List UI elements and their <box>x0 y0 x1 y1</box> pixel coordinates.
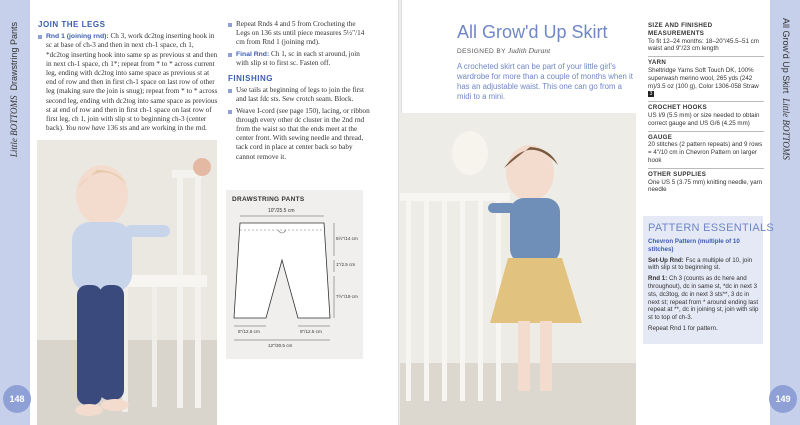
spec-heading-hooks: CROCHET HOOKS <box>648 101 764 112</box>
toddler-skirt-illustration <box>400 113 636 425</box>
repeat-note: Repeat Rnd 1 for pattern. <box>648 324 718 332</box>
spec-body-supplies: One US 5 (3.75 mm) knitting needle, yarn needle <box>648 178 763 194</box>
join-legs-instructions <box>38 32 218 133</box>
drawstring-pants-diagram <box>226 190 363 359</box>
dim-cuff-left: 5"/12.5 cm <box>238 329 260 334</box>
section-label: Little BOTTOMS <box>9 95 19 158</box>
section-label: Little BOTTOMS <box>781 98 791 160</box>
setup-rnd-label: Set-Up Rnd: <box>648 256 684 264</box>
left-column-1 <box>38 20 218 135</box>
spec-heading-yarn: YARN <box>648 56 764 67</box>
pattern-essentials-body <box>648 238 760 333</box>
rnd-body: Ch 3, work dc2tog inserting hook in sc at base of ch-3 and then in next ch-1 space, ch 1, *dc2tog inserting hook into same sp as previous st and then in next ch-1 space, ch 1*; repeat from * to * across current leg, ending with dc2tog into same space as previous st at end of row and then in first ch-1 space on last row of other leg (making sure the join is snug); repeat from * to * across second leg, ending with dc2tog into same space as previous st at end of row and then in first ch-1 space on last row of first leg, ch 1, join with slip st to beginning ch-3 (center back). <box>46 32 218 133</box>
designer-name: Judith Durant <box>507 46 551 55</box>
dim-cuff-right: 5"/12.5 cm <box>300 329 322 334</box>
designed-by-label: DESIGNED BY <box>457 48 506 55</box>
final-rnd-instruction <box>228 50 370 68</box>
dim-length-3: 7½"/19 cm <box>336 294 358 299</box>
pattern-title: All Grow'd Up Skirt <box>457 22 608 42</box>
join-legs-heading: JOIN THE LEGS <box>38 20 106 29</box>
yarn-text: Sheltridge Yarns Soft Touch DK, 100% superwash merino wool, 265 yds (242 m)/3.5 oz (100 g), Color 1306-058 Straw <box>648 66 759 90</box>
right-side-label <box>781 18 791 160</box>
rnd-italic: You now have <box>63 124 106 133</box>
page-number-right: 149 <box>769 385 797 413</box>
final-rnd-label: Final Rnd: <box>236 50 270 58</box>
spec-heading-gauge: GAUGE <box>648 131 764 142</box>
rnd-1 <box>648 275 760 322</box>
spec-heading-size: SIZE AND FINISHED MEASUREMENTS <box>648 22 713 37</box>
chapter-label: All Grow'd Up Skirt <box>781 18 791 94</box>
pattern-specs <box>648 22 764 194</box>
skirt-photo <box>400 113 636 425</box>
designer-credit <box>457 46 550 55</box>
finishing-item: Use tails at beginning of legs to join the first and last fdc sts. Sew crotch seam. Block. <box>228 86 370 104</box>
setup-rnd-body: Fsc a multiple of 10, join with slip st to beginning st. <box>648 256 753 272</box>
left-column-2 <box>228 20 370 164</box>
spec-body-gauge: 20 stitches (2 pattern repeats) and 9 rows = 4"/10 cm in Chevron Pattern on larger hook <box>648 141 763 164</box>
dim-length-2: 1"/2.5 cm <box>336 262 356 267</box>
pattern-essentials-title: PATTERN ESSENTIALS <box>648 222 775 234</box>
diagram-title: DRAWSTRING PANTS <box>232 196 305 203</box>
dim-bottom: 12"/30.5 cm <box>268 343 293 348</box>
chapter-label: Drawstring Pants <box>9 22 19 91</box>
rnd-1-label: Rnd 1: <box>648 275 668 283</box>
dim-waist: 10"/25.5 cm <box>268 208 295 214</box>
spec-body-size: To fit 12–24 months: 18–20"/45.5–51 cm waist and 9"/23 cm length <box>648 37 759 53</box>
finishing-item: Weave I-cord (see page 150), lacing, or ribbon through every other dc cluster in the 2nd rnd from the waist so that the ends meet at the center front. With sewing needle and thread, tack cord in place at center back so baby cannot remove it. <box>228 107 370 162</box>
finishing-heading: FINISHING <box>228 74 273 84</box>
final-rnd-body: Ch 1, sc in each st around, join with slip st to first sc. Fasten off. <box>236 49 360 67</box>
rnd-tail: 136 sts and are working in the rnd. <box>105 124 207 133</box>
dim-length-1: 5½"/14 cm <box>336 236 358 241</box>
baby-pants-illustration <box>37 140 217 425</box>
rnd-label: Rnd 1 (joining rnd): <box>46 33 109 41</box>
page-number-left: 148 <box>3 385 31 413</box>
setup-rnd <box>648 257 760 273</box>
spec-body-yarn <box>648 67 764 98</box>
baby-pants-photo <box>37 140 217 425</box>
left-side-label <box>9 22 19 157</box>
yarn-weight-badge: 3 <box>649 90 653 97</box>
pattern-intro: A crocheted skirt can be part of your little girl's wardrobe for more than a couple of months when it has an adjustable waist. This one can go from a midi to a mini. <box>457 62 633 101</box>
rnd-1-body: Ch 3 (counts as dc here and throughout), dc in same st, *dc in next 3 sts, dc3tog, dc in next 3 sts**, 3 dc in next st; repeat from * around ending last repeat at **, dc in joining st, join with slip st to top of ch-3. <box>648 275 759 322</box>
spec-body-hooks: US I/9 (5.5 mm) or size needed to obtain correct gauge and US G/6 (4.25 mm) <box>648 111 760 127</box>
repeat-instruction: Repeat Rnds 4 and 5 from Crocheting the Legs on 136 sts until piece measures 5½"/14 cm from Rnd 1 (joining rnd). <box>228 20 370 48</box>
spec-heading-supplies: OTHER SUPPLIES <box>648 168 764 179</box>
chevron-pattern-label: Chevron Pattern (multiple of 10 stitches) <box>648 238 740 253</box>
